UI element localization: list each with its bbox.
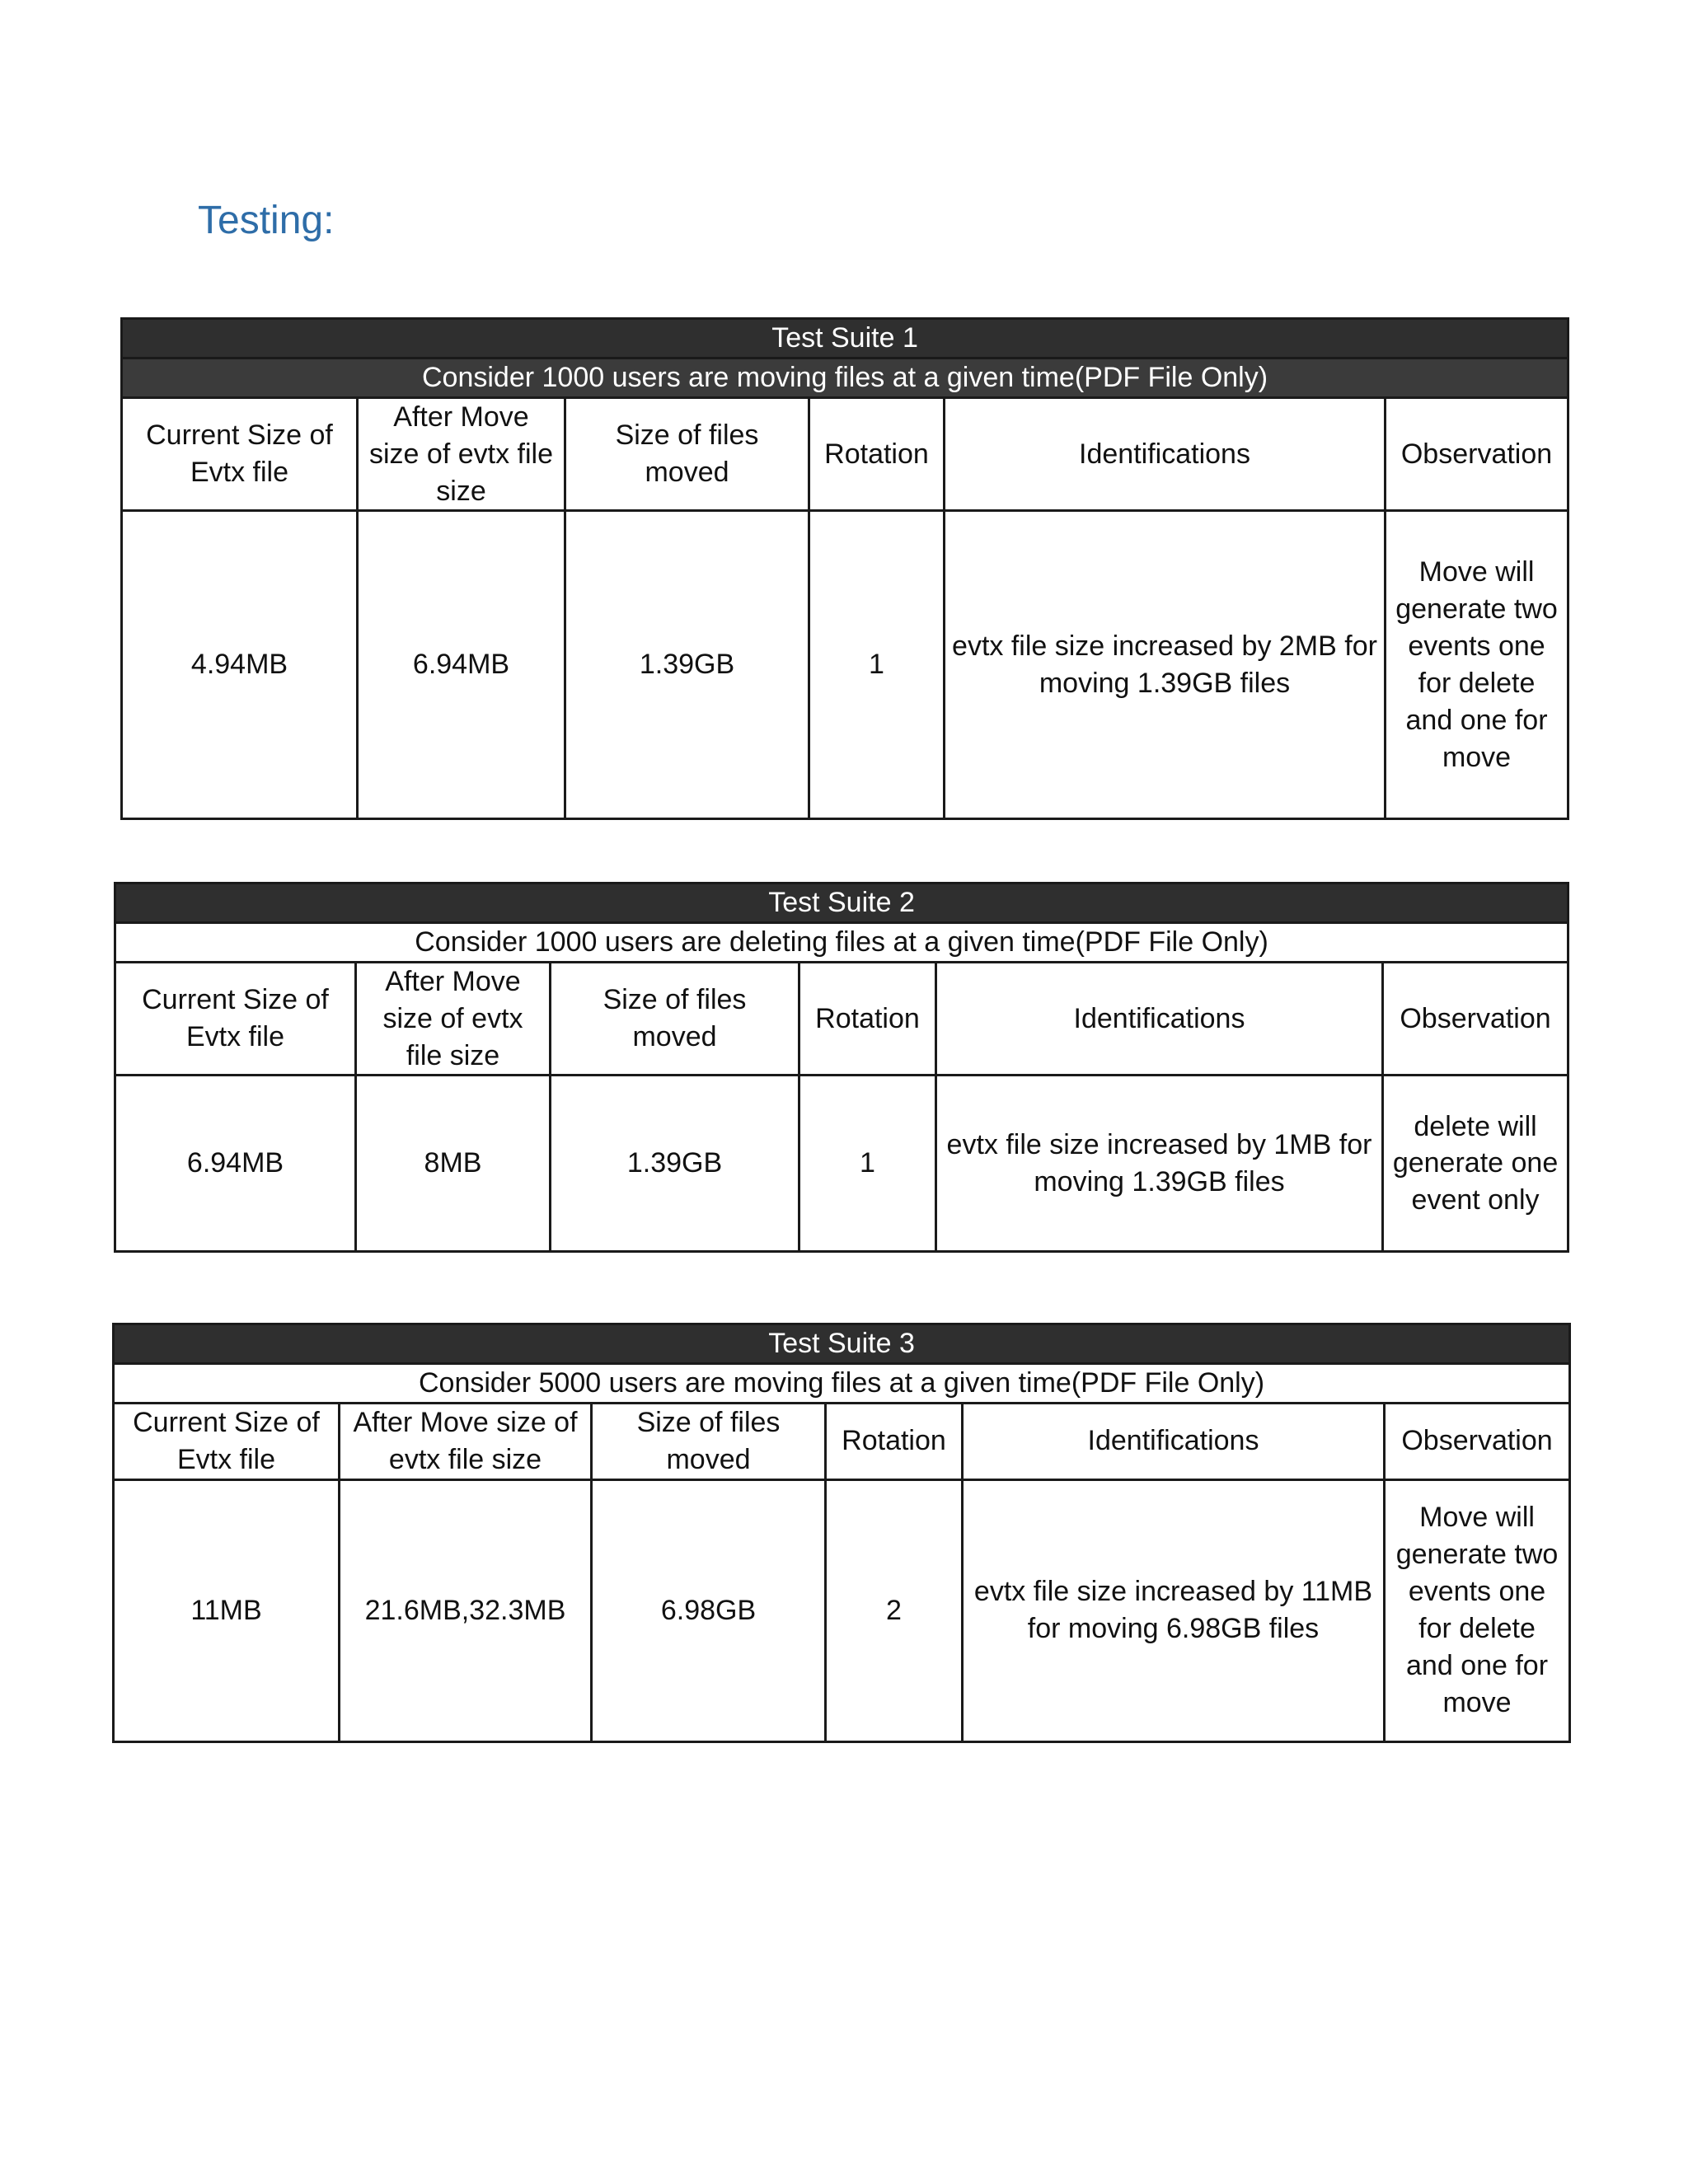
cell-current-size: 11MB (114, 1479, 340, 1741)
header-rotation: Rotation (809, 397, 945, 511)
suite-subtitle: Consider 5000 users are moving files at a given time(PDF File Only) (114, 1363, 1570, 1403)
header-observation: Observation (1383, 962, 1568, 1076)
header-current-size: Current Size of Evtx file (122, 397, 358, 511)
cell-identifications: evtx file size increased by 2MB for moving 1.39GB files (945, 511, 1386, 819)
cell-rotation: 2 (826, 1479, 963, 1741)
cell-current-size: 4.94MB (122, 511, 358, 819)
header-current-size: Current Size of Evtx file (114, 1403, 340, 1479)
suite-subtitle: Consider 1000 users are deleting files at a given time(PDF File Only) (115, 922, 1568, 962)
header-after-move-size: After Move size of evtx file size (340, 1403, 592, 1479)
suite-title: Test Suite 2 (115, 883, 1568, 923)
header-after-move-size: After Move size of evtx file size (358, 397, 565, 511)
cell-rotation: 1 (799, 1076, 936, 1252)
cell-observation: Move will generate two events one for delete and one for move (1386, 511, 1568, 819)
cell-files-moved-size: 1.39GB (551, 1076, 799, 1252)
cell-identifications: evtx file size increased by 11MB for moving 6.98GB files (963, 1479, 1385, 1741)
suite-title: Test Suite 3 (114, 1324, 1570, 1364)
page-title: Testing: (198, 199, 335, 242)
header-files-moved-size: Size of files moved (565, 397, 809, 511)
test-suite-3-table (112, 1323, 1571, 1743)
cell-observation: Move will generate two events one for delete and one for move (1385, 1479, 1570, 1741)
header-files-moved-size: Size of files moved (592, 1403, 826, 1479)
cell-after-move-size: 21.6MB,32.3MB (340, 1479, 592, 1741)
header-identifications: Identifications (945, 397, 1386, 511)
cell-after-move-size: 8MB (356, 1076, 551, 1252)
header-rotation: Rotation (826, 1403, 963, 1479)
header-identifications: Identifications (936, 962, 1383, 1076)
cell-identifications: evtx file size increased by 1MB for moving 1.39GB files (936, 1076, 1383, 1252)
header-files-moved-size: Size of files moved (551, 962, 799, 1076)
cell-files-moved-size: 1.39GB (565, 511, 809, 819)
header-observation: Observation (1386, 397, 1568, 511)
header-rotation: Rotation (799, 962, 936, 1076)
cell-current-size: 6.94MB (115, 1076, 356, 1252)
header-after-move-size: After Move size of evtx file size (356, 962, 551, 1076)
header-observation: Observation (1385, 1403, 1570, 1479)
header-current-size: Current Size of Evtx file (115, 962, 356, 1076)
header-identifications: Identifications (963, 1403, 1385, 1479)
test-suite-1-table (120, 317, 1569, 820)
test-suite-2-table (114, 882, 1569, 1253)
suite-subtitle: Consider 1000 users are moving files at a given time(PDF File Only) (122, 358, 1568, 397)
cell-rotation: 1 (809, 511, 945, 819)
cell-after-move-size: 6.94MB (358, 511, 565, 819)
cell-observation: delete will generate one event only (1383, 1076, 1568, 1252)
cell-files-moved-size: 6.98GB (592, 1479, 826, 1741)
suite-title: Test Suite 1 (122, 319, 1568, 359)
